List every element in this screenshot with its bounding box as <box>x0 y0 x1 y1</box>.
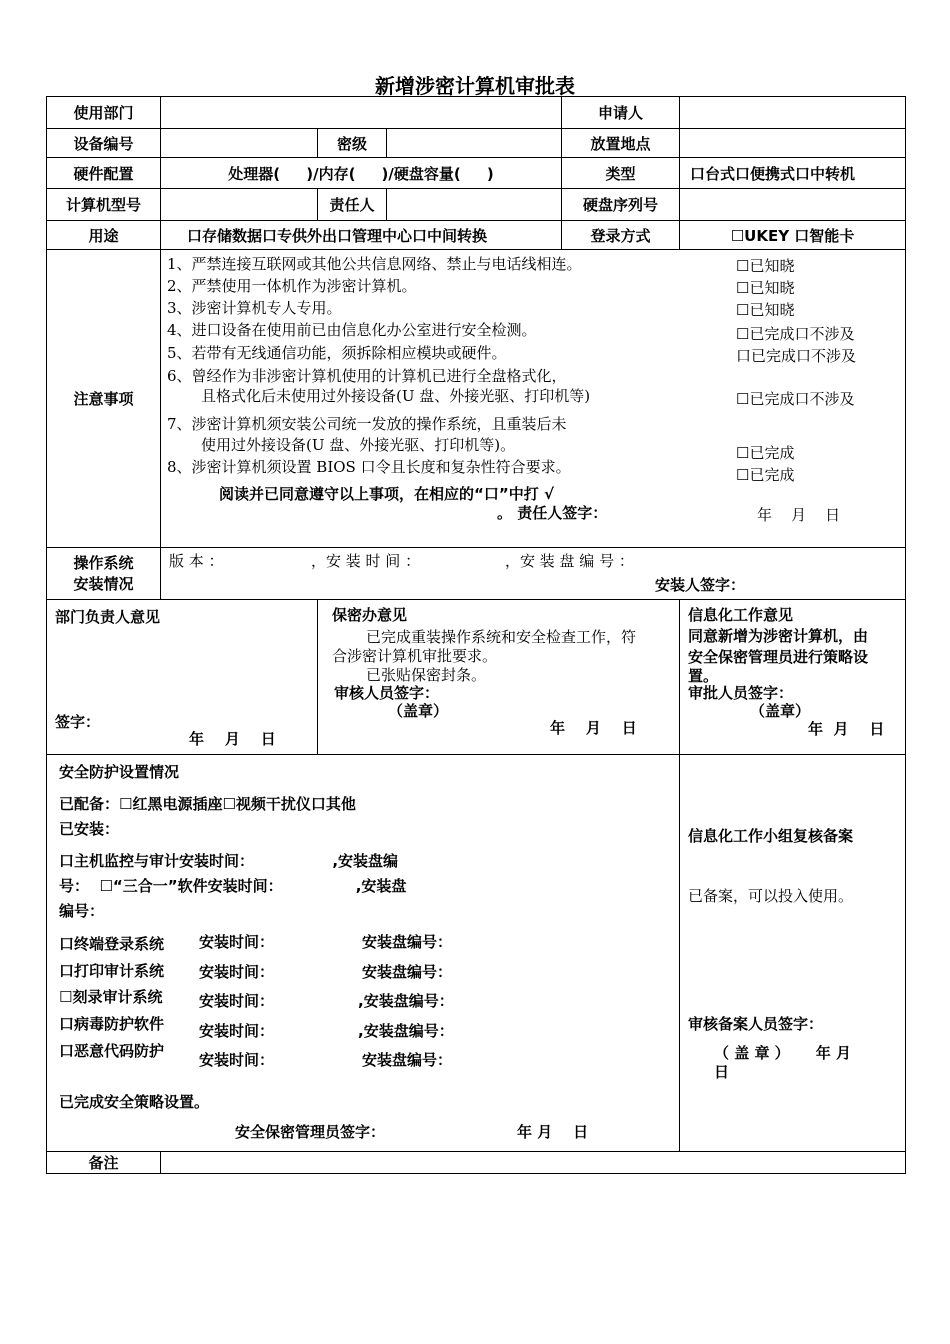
secret-level-field[interactable] <box>387 129 562 158</box>
disk-serial-label: 硬盘序列号 <box>562 189 680 221</box>
agree-statement: 阅读并已同意遵守以上事项，在相应的“口”中打 √ <box>219 485 554 503</box>
hardware-field[interactable]: 处理器( )/内存( )/硬盘容量( ) <box>161 158 562 189</box>
reviewer-signature-label: 审核人员签字： <box>334 684 440 702</box>
notes-item-7b: 使用过外接设备(U 盘、外接光驱、打印机等)。 <box>201 436 516 454</box>
it-opinion-text3: 置。 <box>688 667 719 685</box>
applicant-label: 申请人 <box>562 97 680 129</box>
notes-item-6a: 6、曾经作为非涉密计算机使用的计算机已进行全盘格式化， <box>167 367 567 385</box>
notes-item-4: 4、进口设备在使用前已由信息化办公室进行安全检测。 <box>167 321 537 339</box>
dept-signature-label: 签字： <box>55 713 101 731</box>
notes-check-3[interactable]: ☐已知晓 <box>736 301 795 319</box>
security-done: 已完成安全策略设置。 <box>59 1093 210 1111</box>
security-title: 安全防护设置情况 <box>59 763 180 781</box>
notes-item-1: 1、严禁连接互联网或其他公共信息网络、禁止与电话线相连。 <box>167 255 582 273</box>
approver-signature-label: 审批人员签字： <box>688 684 794 702</box>
secrecy-opinion-text2: 合涉密计算机审批要求。 <box>332 647 498 665</box>
system-print-audit-disk: 安装盘编号： <box>362 963 453 981</box>
security-cell <box>47 755 680 1152</box>
notes-item-8: 8、涉密计算机须设置 BIOS 口令且长度和复杂性符合要求。 <box>167 458 571 476</box>
login-options[interactable]: ☐UKEY 口智能卡 <box>680 221 906 250</box>
os-label <box>47 548 161 600</box>
secrecy-opinion-cell <box>318 600 680 755</box>
system-burn-audit[interactable]: ☐刻录审计系统 <box>59 988 163 1006</box>
notes-cell <box>161 250 906 548</box>
location-field[interactable] <box>680 129 906 158</box>
dept-opinion-cell <box>47 600 318 755</box>
system-print-audit[interactable]: 口打印审计系统 <box>59 962 165 980</box>
record-cell <box>680 755 906 1152</box>
login-label: 登录方式 <box>562 221 680 250</box>
monitor-install-line3: 编号： <box>59 902 105 920</box>
notes-check-5[interactable]: 口已完成口不涉及 <box>736 347 857 365</box>
model-label: 计算机型号 <box>47 189 161 221</box>
system-burn-audit-time: 安装时间： <box>199 992 275 1010</box>
system-antivirus-disk: ,安装盘编号： <box>358 1022 454 1040</box>
notes-label: 注意事项 <box>47 250 161 548</box>
hardware-label: 硬件配置 <box>47 158 161 189</box>
record-title: 信息化工作小组复核备案 <box>688 827 854 845</box>
location-label: 放置地点 <box>562 129 680 158</box>
notes-item-5: 5、若带有无线通信功能，须拆除相应模块或硬件。 <box>167 344 507 362</box>
dept-date: 年 月 日 <box>189 730 276 748</box>
os-install-time-label: ，安 装 时 间 ： <box>311 552 421 570</box>
notes-check-7[interactable]: ☐已完成 <box>736 444 795 462</box>
approval-form <box>46 96 906 1174</box>
system-terminal-login[interactable]: 口终端登录系统 <box>59 935 165 953</box>
record-day: 日 <box>714 1063 730 1081</box>
security-equipped[interactable]: 已配备：☐红黑电源插座☐视频干扰仪口其他 <box>59 795 356 813</box>
os-label-line1: 操作系统 <box>73 553 134 572</box>
it-opinion-text2: 安全保密管理员进行策略设 <box>688 648 869 666</box>
notes-check-1[interactable]: ☐已知晓 <box>736 257 795 275</box>
model-field[interactable] <box>161 189 318 221</box>
security-date: 年 月 日 <box>517 1123 589 1141</box>
secret-level-label: 密级 <box>318 129 387 158</box>
system-malware-protection[interactable]: 口恶意代码防护 <box>59 1042 165 1060</box>
notes-check-6[interactable]: ☐已完成口不涉及 <box>736 390 855 408</box>
system-malware-protection-time: 安装时间： <box>199 1051 275 1069</box>
dept-label: 使用部门 <box>47 97 161 129</box>
notes-check-2[interactable]: ☐已知晓 <box>736 279 795 297</box>
it-opinion-text1: 同意新增为涉密计算机，由 <box>688 627 869 645</box>
usage-label: 用途 <box>47 221 161 250</box>
security-installed-label: 已安装： <box>59 820 120 838</box>
system-terminal-login-time: 安装时间： <box>199 933 275 951</box>
secrecy-date: 年 月 日 <box>550 719 637 737</box>
record-text: 已备案，可以投入使用。 <box>688 887 854 905</box>
os-cell <box>161 548 906 600</box>
it-opinion-cell <box>680 600 906 755</box>
owner-field[interactable] <box>387 189 562 221</box>
record-stamp-date: （ 盖 章 ） 年 月 <box>714 1044 852 1062</box>
device-no-field[interactable] <box>161 129 318 158</box>
security-admin-signature-label: 安全保密管理员签字： <box>235 1123 386 1141</box>
it-date: 年 月 日 <box>808 720 885 738</box>
record-signature-label: 审核备案人员签字： <box>688 1015 824 1033</box>
os-version-label: 版 本 ： <box>169 552 224 570</box>
system-terminal-login-disk: 安装盘编号： <box>362 933 453 951</box>
type-label: 类型 <box>562 158 680 189</box>
secrecy-opinion-text1: 已完成重装操作系统和安全检查工作，符 <box>366 628 637 646</box>
system-antivirus[interactable]: 口病毒防护软件 <box>59 1015 165 1033</box>
usage-options[interactable]: 口存储数据口专供外出口管理中心口中间转换 <box>161 221 562 250</box>
secrecy-opinion-text3: 已张贴保密封条。 <box>366 666 487 684</box>
applicant-field[interactable] <box>680 97 906 129</box>
dept-field[interactable] <box>161 97 562 129</box>
remarks-label: 备注 <box>47 1152 161 1174</box>
os-disk-no-label: ，安 装 盘 编 号 ： <box>505 552 634 570</box>
notes-date: 年 月 日 <box>757 506 841 524</box>
page-title: 新增涉密计算机审批表 <box>375 74 575 98</box>
notes-item-6b: 且格式化后未使用过外接设备(U 盘、外接光驱、打印机等) <box>201 387 591 405</box>
owner-signature-label: 。 责任人签字： <box>497 504 608 522</box>
system-burn-audit-disk: ,安装盘编号： <box>358 992 454 1010</box>
monitor-install-line1[interactable]: 口主机监控与审计安装时间： ,安装盘编 <box>59 852 399 870</box>
system-print-audit-time: 安装时间： <box>199 963 275 981</box>
dept-opinion-title: 部门负责人意见 <box>55 608 161 626</box>
type-options[interactable]: 口台式口便携式口中转机 <box>680 158 906 189</box>
remarks-field[interactable] <box>161 1152 906 1174</box>
os-label-line2: 安装情况 <box>73 574 134 593</box>
notes-item-7a: 7、涉密计算机须安装公司统一发放的操作系统，且重装后未 <box>167 415 567 433</box>
secrecy-stamp: （盖章） <box>388 702 449 720</box>
owner-label: 责任人 <box>318 189 387 221</box>
monitor-install-line2[interactable]: 号： ☐“三合一”软件安装时间： ,安装盘 <box>59 877 407 895</box>
notes-item-2: 2、严禁使用一体机作为涉密计算机。 <box>167 277 417 295</box>
it-opinion-title: 信息化工作意见 <box>688 606 794 624</box>
device-no-label: 设备编号 <box>47 129 161 158</box>
system-antivirus-time: 安装时间： <box>199 1022 275 1040</box>
notes-item-3: 3、涉密计算机专人专用。 <box>167 299 342 317</box>
system-malware-protection-disk: 安装盘编号： <box>362 1051 453 1069</box>
notes-check-8[interactable]: ☐已完成 <box>736 466 795 484</box>
disk-serial-field[interactable] <box>680 189 906 221</box>
secrecy-opinion-title: 保密办意见 <box>332 606 408 624</box>
it-stamp: （盖章） <box>750 702 811 720</box>
notes-check-4[interactable]: ☐已完成口不涉及 <box>736 325 855 343</box>
installer-signature-label: 安装人签字： <box>655 576 746 594</box>
